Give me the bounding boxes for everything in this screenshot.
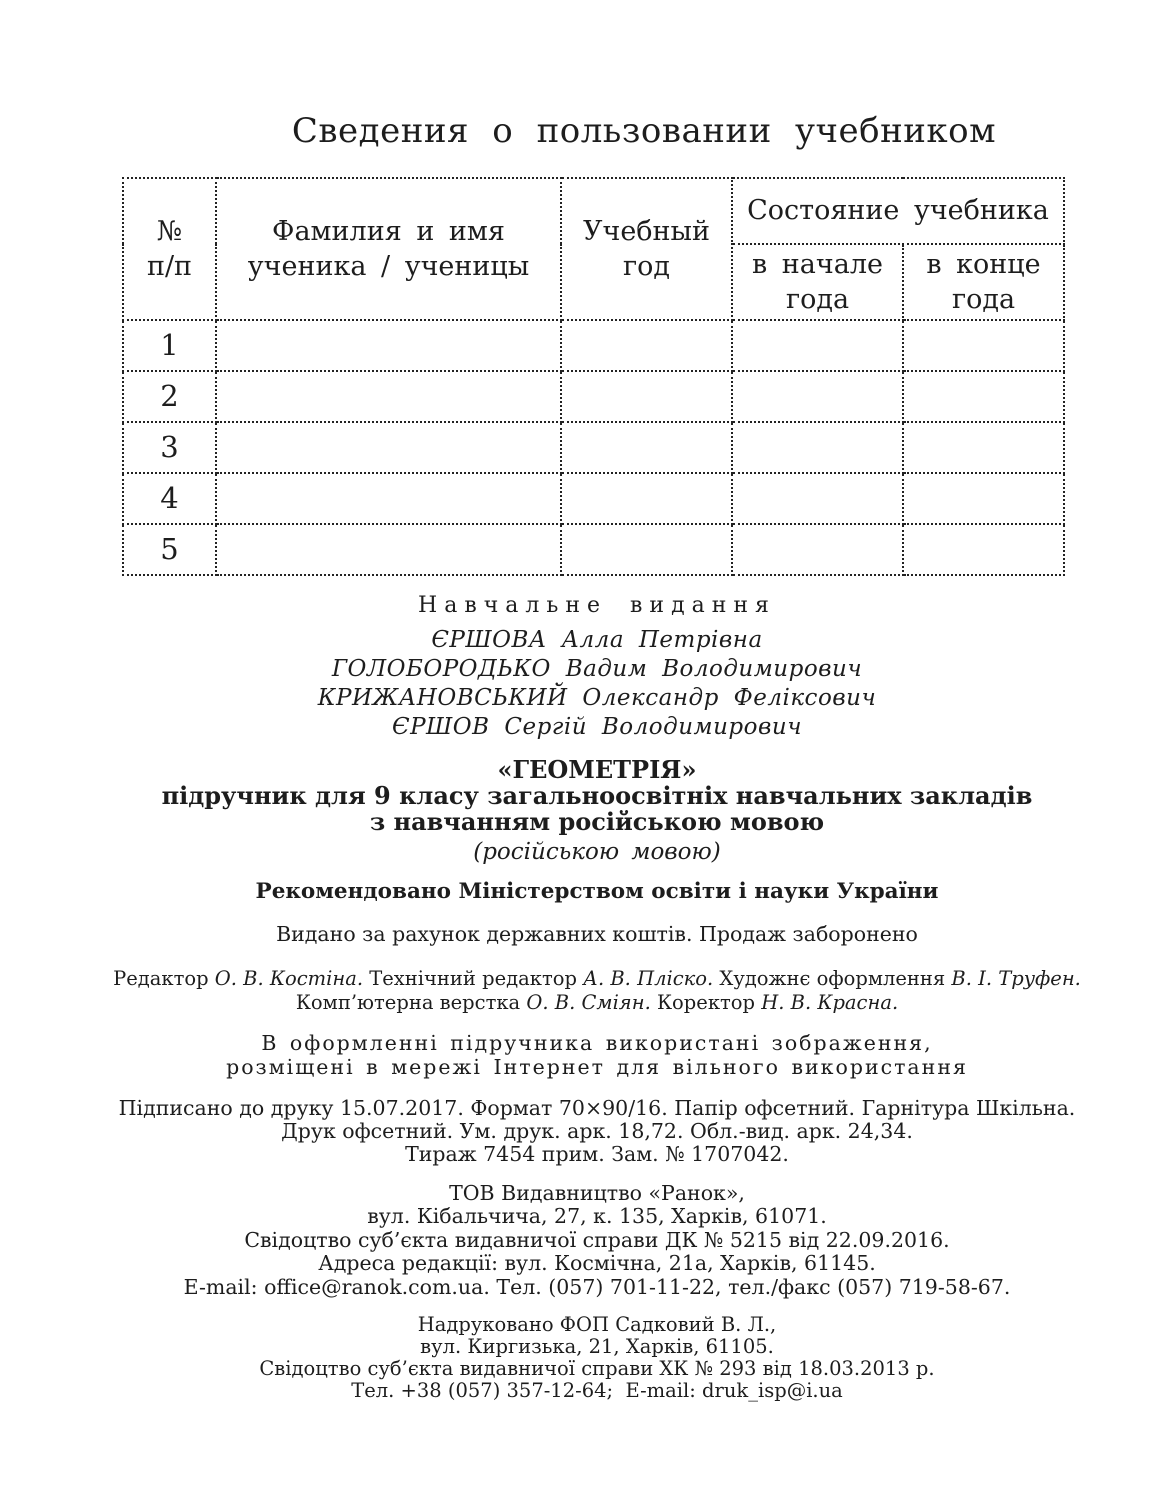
student-name-cell-empty [216, 422, 561, 473]
table-row [123, 524, 1064, 575]
print-run-info-line3: Тираж 7454 прим. Зам. № 1707042. [405, 1141, 789, 1166]
col-header-number-line1: № [156, 215, 183, 247]
condition-end-cell-empty [903, 473, 1064, 524]
student-name-cell-empty [216, 371, 561, 422]
student-name-cell-empty [216, 473, 561, 524]
row-number-cell: 1 [123, 320, 216, 371]
col-header-school-year [561, 178, 732, 320]
condition-start-cell-empty [732, 422, 903, 473]
school-year-cell-empty [561, 473, 732, 524]
print-run-info [36, 1097, 1158, 1166]
print-run-info-line2: Друк офсетний. Ум. друк. арк. 18,72. Обл.-вид. арк. 24,34. [281, 1118, 913, 1143]
edition-type-label: Навчальне видання [418, 592, 776, 618]
col-header-year-start [732, 244, 903, 320]
student-name-cell-empty [216, 524, 561, 575]
book-subtitle-line2: з навчанням російською мовою [369, 806, 825, 836]
col-header-number [123, 178, 216, 320]
col-header-year-start-line1: в начале [752, 248, 883, 280]
col-header-year-start-line2: года [785, 283, 850, 315]
col-header-year-end-line2: года [951, 283, 1016, 315]
staff-credits-line2: Комп’ютерна верстка О. В. Сміян. Коректор Н. В. Красна. [295, 990, 899, 1014]
condition-start-cell-empty [732, 473, 903, 524]
usage-table [122, 177, 1065, 576]
printer-info [36, 1314, 1158, 1402]
col-header-year-end-line1: в конце [926, 248, 1041, 280]
condition-start-cell-empty [732, 524, 903, 575]
funding-note: Видано за рахунок державних коштів. Продаж заборонено [276, 921, 918, 946]
row-number-cell: 2 [123, 371, 216, 422]
col-header-condition: Состояние учебника [732, 178, 1064, 244]
row-number-cell: 5 [123, 524, 216, 575]
table-row [123, 371, 1064, 422]
recommendation-note: Рекомендовано Міністерством освіти і науки України [255, 878, 939, 904]
book-title-block [36, 754, 1158, 836]
page-title: Сведения о пользовании учебником [291, 111, 997, 151]
printer-address: вул. Киргизька, 21, Харків, 61105. [420, 1335, 774, 1359]
publisher-contacts: E-mail: office@ranok.com.ua. Тел. (057) 701-11-22, тел./факс (057) 719-58-67. [183, 1274, 1011, 1299]
col-header-student-name-line2: ученика / ученицы [247, 250, 530, 282]
table-header-row-1 [123, 178, 1064, 244]
images-usage-note-line2: розміщені в мережі Інтернет для вільного використання [226, 1054, 968, 1079]
school-year-cell-empty [561, 320, 732, 371]
images-usage-note-line1: В оформленні підручника використані зображення, [261, 1030, 933, 1055]
row-number-cell: 4 [123, 473, 216, 524]
publisher-address: вул. Кібальчича, 27, к. 135, Харків, 61071. [367, 1204, 827, 1229]
col-header-number-line2: п/п [146, 250, 193, 282]
book-title: «ГЕОМЕТРІЯ» [497, 754, 697, 784]
condition-end-cell-empty [903, 371, 1064, 422]
imprint-text [0, 593, 1158, 1403]
images-usage-note [36, 1031, 1158, 1079]
publisher-certificate: Свідоцтво суб’єкта видавничої справи ДК № 5215 від 22.09.2016. [244, 1227, 950, 1252]
printer-certificate: Свідоцтво суб’єкта видавничої справи ХК № 293 від 18.03.2013 р. [259, 1357, 935, 1381]
table-row [123, 422, 1064, 473]
printer-name: Надруковано ФОП Садковий В. Л., [417, 1313, 777, 1337]
publisher-name: ТОВ Видавництво «Ранок», [449, 1180, 745, 1205]
staff-credits [36, 967, 1158, 1015]
student-name-cell-empty [216, 320, 561, 371]
table-row [123, 320, 1064, 371]
condition-start-cell-empty [732, 320, 903, 371]
row-number-cell: 3 [123, 422, 216, 473]
condition-start-cell-empty [732, 371, 903, 422]
table-row [123, 473, 1064, 524]
school-year-cell-empty [561, 371, 732, 422]
language-note: (російською мовою) [473, 838, 721, 865]
col-header-student-name-line1: Фамилия и имя [272, 215, 505, 247]
publisher-info [36, 1182, 1158, 1300]
condition-end-cell-empty [903, 422, 1064, 473]
publisher-editorial-address: Адреса редакції: вул. Космічна, 21а, Харків, 61145. [318, 1251, 876, 1276]
condition-end-cell-empty [903, 524, 1064, 575]
printer-contacts: Тел. +38 (057) 357-12-64; E-mail: druk_isp@i.ua [351, 1379, 843, 1403]
staff-credits-line1: Редактор О. В. Костіна. Технічний редактор А. В. Пліско. Художнє оформлення В. І. Труфен. [113, 966, 1081, 990]
condition-end-cell-empty [903, 320, 1064, 371]
author-name: ГОЛОБОРОДЬКО Вадим Володимирович [331, 655, 863, 682]
authors-list [36, 626, 1158, 742]
author-name: ЄРШОВ Сергій Володимирович [391, 713, 802, 740]
col-header-school-year-line1: Учебный [582, 215, 711, 247]
school-year-cell-empty [561, 524, 732, 575]
school-year-cell-empty [561, 422, 732, 473]
col-header-student-name [216, 178, 561, 320]
author-name: ЄРШОВА Алла Петрівна [431, 626, 763, 653]
col-header-school-year-line2: год [622, 250, 671, 282]
col-header-year-end [903, 244, 1064, 320]
book-subtitle-line1: підручник для 9 класу загальноосвітніх навчальних закладів [161, 780, 1033, 810]
author-name: КРИЖАНОВСЬКИЙ Олександр Феліксович [317, 684, 877, 711]
print-run-info-line1: Підписано до друку 15.07.2017. Формат 70×90/16. Папір офсетний. Гарнітура Шкільна. [118, 1095, 1076, 1120]
